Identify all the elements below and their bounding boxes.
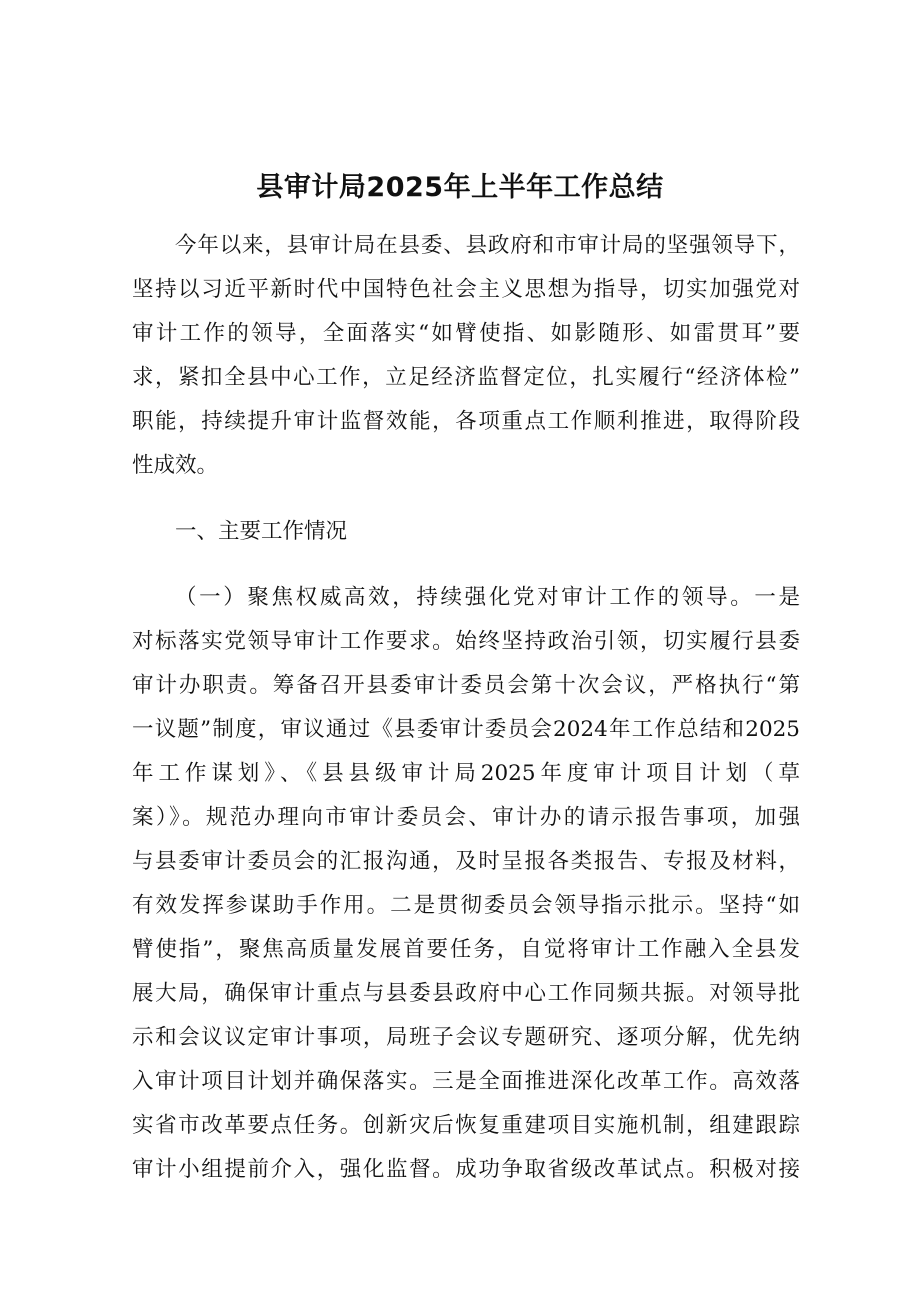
text-line: 性成效。 [132,453,219,478]
intro-paragraph [132,224,800,488]
text-line: 入审计项目计划并确保落实。三是全面推进深化改革工作。高效落 [132,1069,800,1094]
document-body [132,224,800,1192]
text-line: 展大局，确保审计重点与县委县政府中心工作同频共振。对领导批 [132,981,800,1006]
text-line: 审计工作的领导，全面落实“如臂使指、如影随形、如雷贯耳”要 [132,321,800,346]
section1-paragraph [132,576,800,1192]
text-line: 审计办职责。筹备召开县委审计委员会第十次会议，严格执行“第 [132,673,800,698]
text-line: 臂使指”，聚焦高质量发展首要任务，自觉将审计工作融入全县发 [132,937,800,962]
text-line: 坚持以习近平新时代中国特色社会主义思想为指导，切实加强党对 [132,277,800,302]
text-line: 示和会议议定审计事项，局班子会议专题研究、逐项分解，优先纳 [132,1025,800,1050]
section-heading: 一、主要工作情况 [175,519,348,544]
text-line: 求，紧扣全县中心工作，立足经济监督定位，扎实履行“经济体检” [132,365,800,390]
document-title: 县审计局2025年上半年工作总结 [256,172,664,203]
text-line: 年工作谋划》、《县县级审计局2025年度审计项目计划（草 [132,761,800,786]
text-line: 有效发挥参谋助手作用。二是贯彻委员会领导指示批示。坚持“如 [132,893,800,918]
text-line: 审计小组提前介入，强化监督。成功争取省级改革试点。积极对接 [132,1157,800,1182]
text-line: 一议题”制度，审议通过《县委审计委员会2024年工作总结和2025 [132,717,800,742]
text-line: 案）》。规范办理向市审计委员会、审计办的请示报告事项，加强 [132,805,800,830]
text-line: 与县委审计委员会的汇报沟通，及时呈报各类报告、专报及材料， [132,849,800,874]
text-line: 职能，持续提升审计监督效能，各项重点工作顺利推进，取得阶段 [132,409,800,434]
text-line: 今年以来，县审计局在县委、县政府和市审计局的坚强领导下， [175,233,800,258]
text-line: 实省市改革要点任务。创新灾后恢复重建项目实施机制，组建跟踪 [132,1113,800,1138]
text-line: 对标落实党领导审计工作要求。始终坚持政治引领，切实履行县委 [132,629,800,654]
text-line: （一）聚焦权威高效，持续强化党对审计工作的领导。一是 [175,585,800,610]
